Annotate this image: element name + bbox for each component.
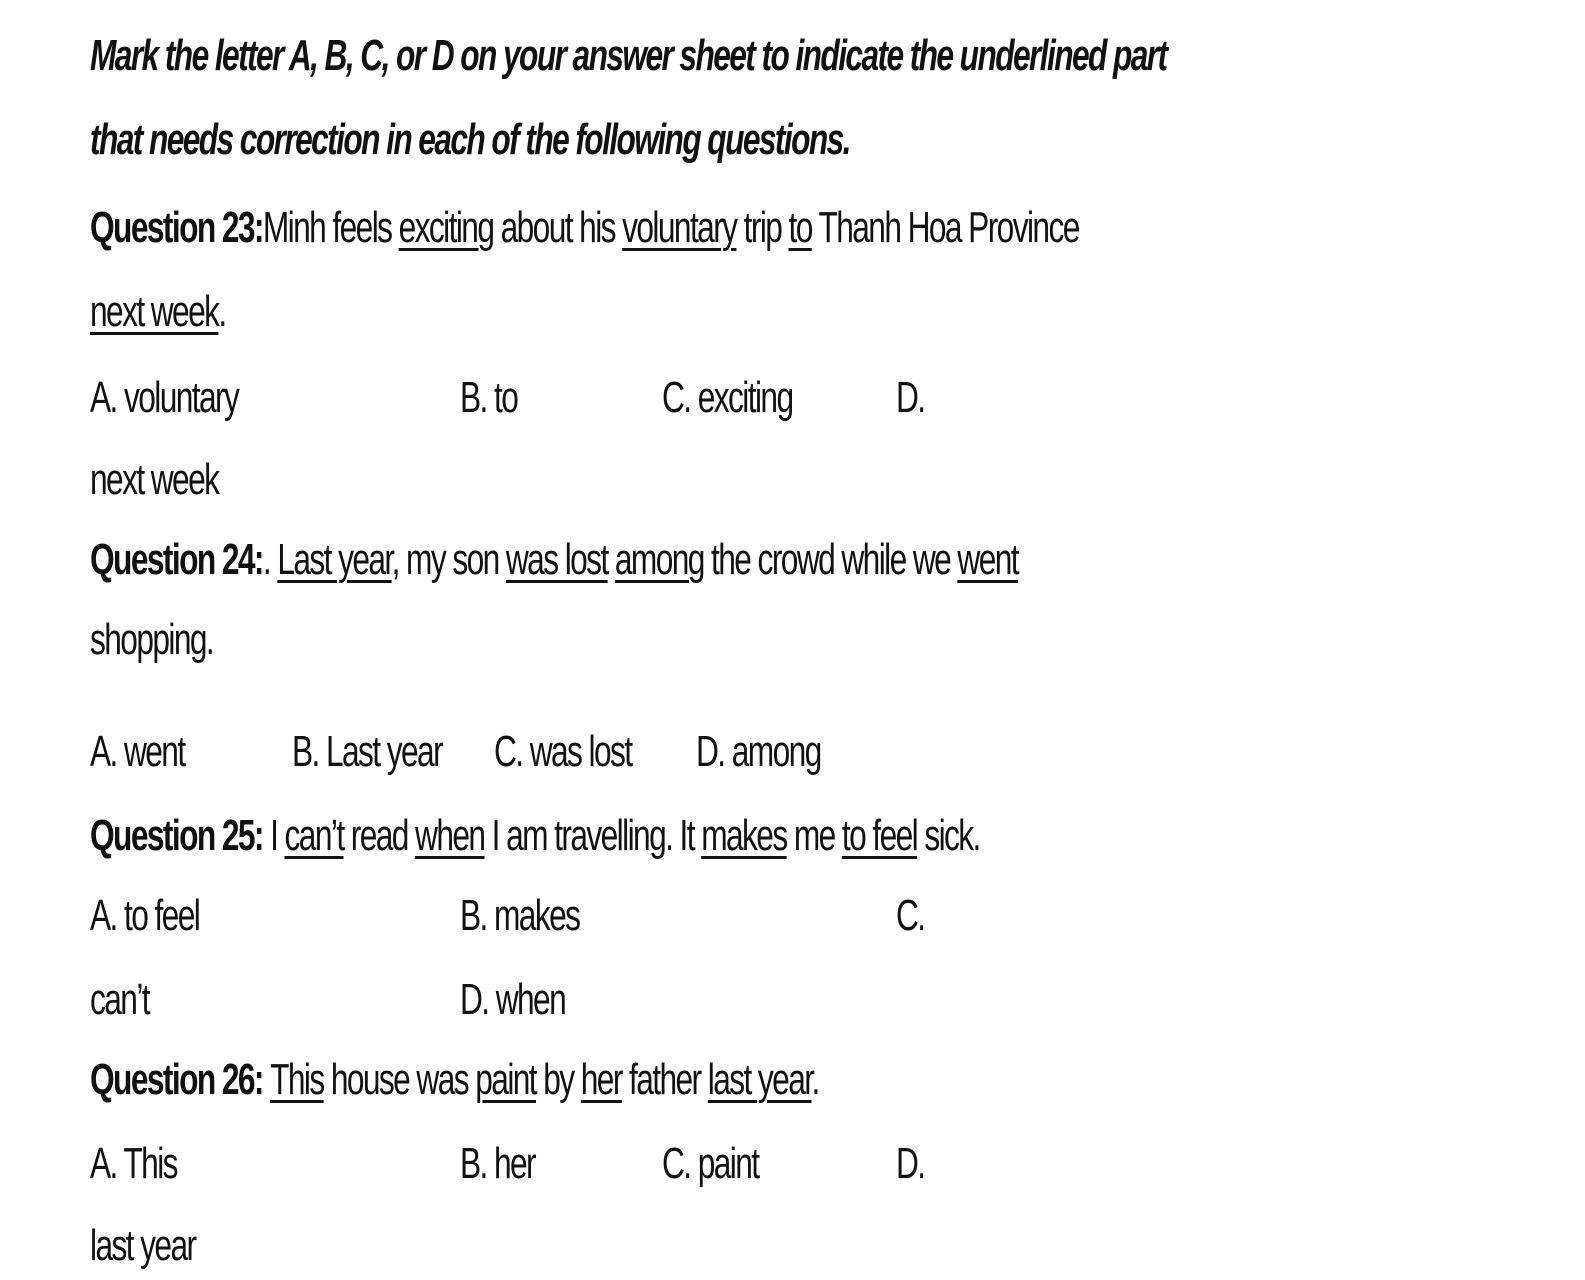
question-24-stem-cont: shopping. xyxy=(90,615,214,664)
q25-option-c[interactable]: C. xyxy=(896,891,925,940)
q25-option-b[interactable]: B. makes xyxy=(460,891,580,940)
q24-underline-went: went xyxy=(957,535,1019,584)
q24-option-c[interactable]: C. was lost xyxy=(494,727,632,776)
q26-underline-paint: paint xyxy=(475,1055,537,1104)
q25-option-d[interactable]: D. when xyxy=(460,975,566,1024)
q23-option-a[interactable]: A. voluntary xyxy=(90,373,239,422)
question-26-label: Question 26: xyxy=(90,1055,263,1104)
question-23-stem-cont: next week. xyxy=(90,287,226,336)
question-23-stem: Question 23:Minh feels exciting about his voluntary trip to Thanh Hoa Province xyxy=(90,203,1079,252)
q23-option-d[interactable]: D. xyxy=(896,373,925,422)
q25-option-a[interactable]: A. to feel xyxy=(90,891,200,940)
q24-underline-among: among xyxy=(614,535,704,584)
q25-underline-cant: can’t xyxy=(284,811,344,860)
q23-underline-to: to xyxy=(788,203,812,252)
question-24-stem: Question 24:. Last year, my son was lost among the crowd while we went xyxy=(90,535,1019,584)
q26-option-d[interactable]: D. xyxy=(896,1139,925,1188)
q24-underline-was-lost: was lost xyxy=(505,535,608,584)
question-24-label: Question 24: xyxy=(90,535,263,584)
q23-option-c[interactable]: C. exciting xyxy=(662,373,793,422)
question-26-stem: Question 26: This house was paint by her father last year. xyxy=(90,1055,819,1104)
q25-underline-to-feel: to feel xyxy=(841,811,918,860)
q23-underline-voluntary: voluntary xyxy=(622,203,737,252)
q23-underline-exciting: exciting xyxy=(398,203,494,252)
question-23-label: Question 23: xyxy=(90,203,263,252)
q24-option-a[interactable]: A. went xyxy=(90,727,185,776)
q25-underline-when: when xyxy=(415,811,485,860)
instruction-line-2: that needs correction in each of the following questions. xyxy=(90,115,850,164)
q24-option-d[interactable]: D. among xyxy=(696,727,821,776)
q23-underline-next-week: next week xyxy=(90,287,219,336)
q25-underline-makes: makes xyxy=(701,811,787,860)
q25-option-c-text[interactable]: can’t xyxy=(90,975,150,1024)
q26-underline-last-year: last year xyxy=(707,1055,812,1104)
q26-underline-her: her xyxy=(580,1055,622,1104)
q23-option-d-text[interactable]: next week xyxy=(90,455,219,504)
question-25-label: Question 25: xyxy=(90,811,263,860)
question-25-stem: Question 25: I can’t read when I am travelling. It makes me to feel sick. xyxy=(90,811,980,860)
q24-option-b[interactable]: B. Last year xyxy=(292,727,443,776)
q26-option-d-text[interactable]: last year xyxy=(90,1221,196,1270)
q26-option-a[interactable]: A. This xyxy=(90,1139,177,1188)
q23-option-b[interactable]: B. to xyxy=(460,373,518,422)
q26-option-c[interactable]: C. paint xyxy=(662,1139,759,1188)
instruction-line-1: Mark the letter A, B, C, or D on your answer sheet to indicate the underlined part xyxy=(90,31,1167,80)
q26-option-b[interactable]: B. her xyxy=(460,1139,536,1188)
q26-underline-this: This xyxy=(270,1055,324,1104)
q24-underline-last-year: Last year xyxy=(277,535,392,584)
